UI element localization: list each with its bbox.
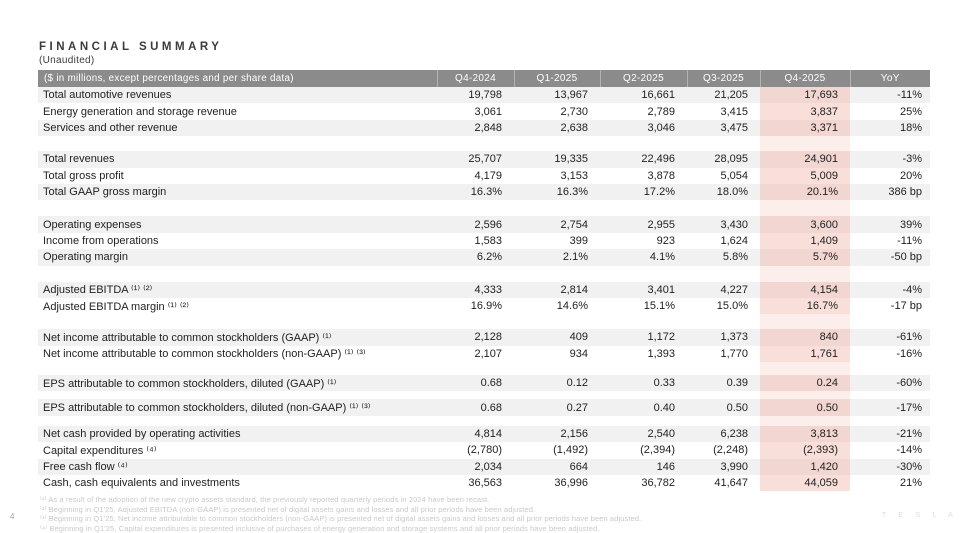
gap-cell — [38, 266, 437, 282]
value-cell: 146 — [600, 459, 687, 475]
value-cell: 2,789 — [600, 103, 687, 119]
financial-summary-table — [38, 70, 930, 491]
yoy-cell: -14% — [850, 442, 930, 458]
value-cell: 934 — [514, 346, 600, 362]
row-label: Adjusted EBITDA ⁽¹⁾ ⁽²⁾ — [38, 282, 437, 298]
value-cell: (2,394) — [600, 442, 687, 458]
gap-cell — [600, 200, 687, 216]
row-label: Cash, cash equivalents and investments — [38, 475, 437, 491]
section-gap — [38, 136, 930, 151]
value-cell: 0.68 — [437, 399, 514, 415]
table-row — [38, 442, 930, 458]
gap-cell — [437, 200, 514, 216]
value-cell: 36,996 — [514, 475, 600, 491]
row-label: Net income attributable to common stockholders (GAAP) ⁽¹⁾ — [38, 329, 437, 345]
gap-cell — [514, 362, 600, 375]
value-cell: 16.3% — [514, 184, 600, 200]
yoy-cell: -21% — [850, 426, 930, 442]
gap-cell — [38, 416, 437, 426]
gap-cell — [437, 266, 514, 282]
table-row — [38, 249, 930, 265]
value-cell: 3,401 — [600, 282, 687, 298]
value-cell: 0.40 — [600, 399, 687, 415]
table-row — [38, 151, 930, 167]
value-cell: 36,563 — [437, 475, 514, 491]
value-cell: 21,205 — [687, 87, 760, 103]
gap-cell — [514, 266, 600, 282]
gap-cell — [850, 362, 930, 375]
gap-cell — [687, 416, 760, 426]
yoy-cell: 25% — [850, 103, 930, 119]
value-cell: 0.33 — [600, 375, 687, 391]
value-cell: 0.27 — [514, 399, 600, 415]
value-cell: 5,009 — [760, 168, 850, 184]
yoy-cell: -11% — [850, 233, 930, 249]
yoy-cell: 18% — [850, 120, 930, 136]
value-cell: 4,333 — [437, 282, 514, 298]
value-cell: 1,761 — [760, 346, 850, 362]
table — [38, 70, 930, 491]
value-cell: 5.8% — [687, 249, 760, 265]
value-cell: 4,227 — [687, 282, 760, 298]
value-cell: 2,596 — [437, 216, 514, 232]
gap-cell — [514, 314, 600, 329]
gap-cell — [38, 136, 437, 151]
value-cell: 15.1% — [600, 298, 687, 314]
gap-cell — [437, 416, 514, 426]
value-cell: 3,046 — [600, 120, 687, 136]
header-q2-2025: Q2-2025 — [600, 70, 687, 87]
value-cell: 3,600 — [760, 216, 850, 232]
row-label: Operating margin — [38, 249, 437, 265]
yoy-cell: -3% — [850, 151, 930, 167]
table-row — [38, 399, 930, 415]
footnote-4: ⁽⁴⁾ Beginning in Q1'25, Capital expenditures is presented inclusive of purchases of energy generation and storage systems and all prior periods have been adjusted. — [40, 523, 600, 533]
value-cell: 0.50 — [760, 399, 850, 415]
value-cell: 4,814 — [437, 426, 514, 442]
table-row — [38, 282, 930, 298]
gap-cell — [600, 136, 687, 151]
gap-cell — [600, 391, 687, 399]
table-header-row — [38, 70, 930, 87]
value-cell: 2,955 — [600, 216, 687, 232]
yoy-cell: -50 bp — [850, 249, 930, 265]
table-row — [38, 329, 930, 345]
yoy-cell: -30% — [850, 459, 930, 475]
table-row — [38, 216, 930, 232]
gap-cell — [760, 362, 850, 375]
value-cell: 3,061 — [437, 103, 514, 119]
header-q1-2025: Q1-2025 — [514, 70, 600, 87]
value-cell: 840 — [760, 329, 850, 345]
gap-cell — [38, 391, 437, 399]
row-label: Adjusted EBITDA margin ⁽¹⁾ ⁽²⁾ — [38, 298, 437, 314]
section-gap — [38, 314, 930, 329]
value-cell: 44,059 — [760, 475, 850, 491]
value-cell: 16.3% — [437, 184, 514, 200]
value-cell: 1,373 — [687, 329, 760, 345]
table-row — [38, 87, 930, 103]
row-label: Free cash flow ⁽⁴⁾ — [38, 459, 437, 475]
row-label: EPS attributable to common stockholders, diluted (GAAP) ⁽¹⁾ — [38, 375, 437, 391]
value-cell: 2,128 — [437, 329, 514, 345]
value-cell: 5.7% — [760, 249, 850, 265]
value-cell: 2,814 — [514, 282, 600, 298]
value-cell: 1,624 — [687, 233, 760, 249]
value-cell: (1,492) — [514, 442, 600, 458]
gap-cell — [38, 200, 437, 216]
yoy-cell: -17% — [850, 399, 930, 415]
value-cell: 1,409 — [760, 233, 850, 249]
page-title: FINANCIAL SUMMARY — [39, 41, 223, 53]
value-cell: 1,770 — [687, 346, 760, 362]
gap-cell — [687, 362, 760, 375]
value-cell: 3,153 — [514, 168, 600, 184]
value-cell: 3,475 — [687, 120, 760, 136]
gap-cell — [850, 200, 930, 216]
header-units-label: ($ in millions, except percentages and per share data) — [38, 70, 437, 87]
row-label: Total automotive revenues — [38, 87, 437, 103]
row-label: Total revenues — [38, 151, 437, 167]
yoy-cell: 386 bp — [850, 184, 930, 200]
value-cell: 1,172 — [600, 329, 687, 345]
gap-cell — [850, 416, 930, 426]
value-cell: 4,154 — [760, 282, 850, 298]
value-cell: 0.68 — [437, 375, 514, 391]
yoy-cell: -4% — [850, 282, 930, 298]
gap-cell — [600, 416, 687, 426]
value-cell: 14.6% — [514, 298, 600, 314]
value-cell: 24,901 — [760, 151, 850, 167]
table-row — [38, 475, 930, 491]
value-cell: 0.39 — [687, 375, 760, 391]
footnotes — [40, 495, 641, 533]
value-cell: 28,095 — [687, 151, 760, 167]
tesla-wordmark: T E S L A — [881, 510, 958, 519]
header-yoy: YoY — [850, 70, 930, 87]
value-cell: 17.2% — [600, 184, 687, 200]
gap-cell — [760, 266, 850, 282]
value-cell: 3,415 — [687, 103, 760, 119]
value-cell: 1,393 — [600, 346, 687, 362]
yoy-cell: -17 bp — [850, 298, 930, 314]
value-cell: 0.24 — [760, 375, 850, 391]
value-cell: 664 — [514, 459, 600, 475]
gap-cell — [687, 314, 760, 329]
value-cell: (2,780) — [437, 442, 514, 458]
row-label: Total gross profit — [38, 168, 437, 184]
gap-cell — [687, 200, 760, 216]
gap-cell — [850, 136, 930, 151]
value-cell: 2,848 — [437, 120, 514, 136]
header-q4-2025: Q4-2025 — [760, 70, 850, 87]
gap-cell — [514, 391, 600, 399]
value-cell: (2,248) — [687, 442, 760, 458]
gap-cell — [514, 416, 600, 426]
value-cell: 16,661 — [600, 87, 687, 103]
value-cell: 2,638 — [514, 120, 600, 136]
gap-cell — [600, 362, 687, 375]
section-gap — [38, 266, 930, 282]
table-row — [38, 184, 930, 200]
row-label: EPS attributable to common stockholders, diluted (non-GAAP) ⁽¹⁾ ⁽³⁾ — [38, 399, 437, 415]
row-label: Income from operations — [38, 233, 437, 249]
value-cell: 4,179 — [437, 168, 514, 184]
value-cell: 41,647 — [687, 475, 760, 491]
row-label: Operating expenses — [38, 216, 437, 232]
value-cell: 3,837 — [760, 103, 850, 119]
value-cell: 923 — [600, 233, 687, 249]
yoy-cell: -60% — [850, 375, 930, 391]
row-label: Net income attributable to common stockholders (non-GAAP) ⁽¹⁾ ⁽³⁾ — [38, 346, 437, 362]
row-label: Energy generation and storage revenue — [38, 103, 437, 119]
value-cell: 1,420 — [760, 459, 850, 475]
table-row — [38, 298, 930, 314]
value-cell: 399 — [514, 233, 600, 249]
section-gap — [38, 200, 930, 216]
yoy-cell: -11% — [850, 87, 930, 103]
table-row — [38, 346, 930, 362]
yoy-cell: -16% — [850, 346, 930, 362]
yoy-cell: -61% — [850, 329, 930, 345]
value-cell: 3,371 — [760, 120, 850, 136]
table-row — [38, 426, 930, 442]
value-cell: 6,238 — [687, 426, 760, 442]
value-cell: 3,430 — [687, 216, 760, 232]
yoy-cell: 20% — [850, 168, 930, 184]
section-gap — [38, 391, 930, 399]
value-cell: 3,990 — [687, 459, 760, 475]
value-cell: 17,693 — [760, 87, 850, 103]
footnote-2: ⁽²⁾ Beginning in Q1'25, Adjusted EBITDA (non-GAAP) is presented net of digital assets gains and losses and all prior periods have been adjusted. — [40, 504, 536, 514]
gap-cell — [514, 136, 600, 151]
value-cell: 19,798 — [437, 87, 514, 103]
section-gap — [38, 362, 930, 375]
gap-cell — [600, 266, 687, 282]
gap-cell — [760, 136, 850, 151]
value-cell: (2,393) — [760, 442, 850, 458]
table-row — [38, 459, 930, 475]
yoy-cell: 39% — [850, 216, 930, 232]
value-cell: 2,156 — [514, 426, 600, 442]
gap-cell — [687, 136, 760, 151]
header-q3-2025: Q3-2025 — [687, 70, 760, 87]
value-cell: 18.0% — [687, 184, 760, 200]
value-cell: 36,782 — [600, 475, 687, 491]
table-row — [38, 375, 930, 391]
value-cell: 22,496 — [600, 151, 687, 167]
gap-cell — [514, 200, 600, 216]
gap-cell — [437, 362, 514, 375]
gap-cell — [850, 266, 930, 282]
gap-cell — [760, 314, 850, 329]
value-cell: 19,335 — [514, 151, 600, 167]
value-cell: 25,707 — [437, 151, 514, 167]
gap-cell — [38, 314, 437, 329]
value-cell: 2,107 — [437, 346, 514, 362]
footnote-3: ⁽³⁾ Beginning in Q1'25, Net income attributable to common stockholders (non-GAAP) is presented net of digital assets gains and losses and all prior periods have been adjusted. — [40, 514, 642, 524]
gap-cell — [38, 362, 437, 375]
value-cell: 0.50 — [687, 399, 760, 415]
gap-cell — [760, 391, 850, 399]
table-row — [38, 120, 930, 136]
page-subtitle: (Unaudited) — [39, 55, 95, 66]
table-row — [38, 233, 930, 249]
gap-cell — [687, 391, 760, 399]
row-label: Net cash provided by operating activities — [38, 426, 437, 442]
gap-cell — [850, 391, 930, 399]
gap-cell — [437, 136, 514, 151]
value-cell: 2,754 — [514, 216, 600, 232]
gap-cell — [687, 266, 760, 282]
value-cell: 3,813 — [760, 426, 850, 442]
gap-cell — [600, 314, 687, 329]
value-cell: 4.1% — [600, 249, 687, 265]
yoy-cell: 21% — [850, 475, 930, 491]
row-label: Services and other revenue — [38, 120, 437, 136]
value-cell: 3,878 — [600, 168, 687, 184]
value-cell: 15.0% — [687, 298, 760, 314]
table-row — [38, 168, 930, 184]
table-row — [38, 103, 930, 119]
gap-cell — [437, 314, 514, 329]
footnote-1: ⁽¹⁾ As a result of the adoption of the new crypto assets standard, the previously reported quarterly periods in 2024 have been recast. — [40, 495, 490, 504]
gap-cell — [850, 314, 930, 329]
page-number: 4 — [10, 512, 15, 521]
value-cell: 20.1% — [760, 184, 850, 200]
value-cell: 1,583 — [437, 233, 514, 249]
value-cell: 0.12 — [514, 375, 600, 391]
section-gap — [38, 416, 930, 426]
value-cell: 409 — [514, 329, 600, 345]
value-cell: 2,034 — [437, 459, 514, 475]
gap-cell — [760, 200, 850, 216]
financial-table-body — [38, 87, 930, 491]
gap-cell — [437, 391, 514, 399]
value-cell: 2,730 — [514, 103, 600, 119]
value-cell: 16.9% — [437, 298, 514, 314]
row-label: Total GAAP gross margin — [38, 184, 437, 200]
header-q4-2024: Q4-2024 — [437, 70, 514, 87]
value-cell: 13,967 — [514, 87, 600, 103]
value-cell: 6.2% — [437, 249, 514, 265]
value-cell: 2.1% — [514, 249, 600, 265]
gap-cell — [760, 416, 850, 426]
row-label: Capital expenditures ⁽⁴⁾ — [38, 442, 437, 458]
value-cell: 16.7% — [760, 298, 850, 314]
value-cell: 2,540 — [600, 426, 687, 442]
value-cell: 5,054 — [687, 168, 760, 184]
